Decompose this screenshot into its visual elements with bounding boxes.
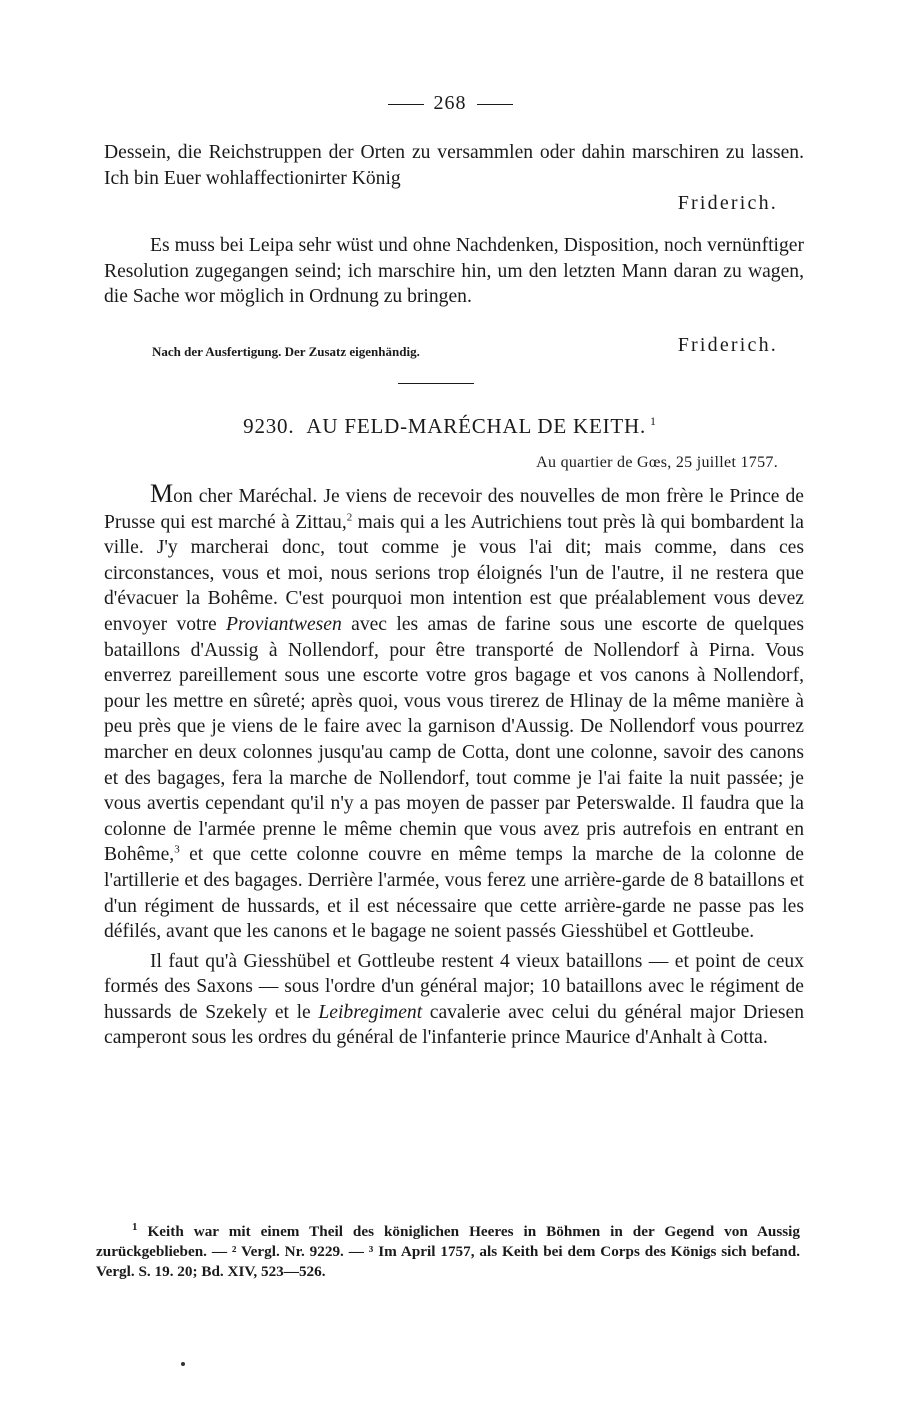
page-number-dash-left (388, 104, 424, 105)
drop-initial: M (150, 479, 174, 508)
letter1-text: Dessein, die Reichstruppen der Orten zu versammlen oder dahin marschiren zu lassen. Ich bin Euer wohlaffectionirter König (104, 142, 804, 189)
page-number-text: 268 (433, 92, 467, 114)
footnote-ref-3: 3 (174, 843, 180, 856)
p1-text-c: avec les amas de farine sous une escorte de quelques bataillons d'Aussig à Nollendorf, pour être transporté de Nollendorf à Pirna. Vous enverrez pareillement sous une escorte votre gros bagage et vos canons à Nollendorf, pour les mettre en sûreté; après quoi, vous vous tirerez de Hlinay de la même manière à peu près que je viens de le faire avec la garnison d'Aussig. De Nollendorf vous pourrez marcher en deux colonnes jusqu'au camp de Cotta, dont une colonne, savoir des canons et des bagages, fera la marche de Nollendorf, tout comme je l'ai faite la nuit passée; je vous avertis cependant qu'il n'y a pas moyen de passer par Peterswalde. Il faudra que la colonne de l'armée prenne le même chemin que vous avez pris autrefois en entrant en Bohême, (104, 613, 804, 866)
footnote-ref-2: 2 (346, 511, 353, 524)
footnotes (96, 1222, 800, 1282)
letter-heading (0, 414, 900, 439)
footnote-body: Keith war mit einem Theil des königlichen Heeres in Böhmen in der Gegend von Aussig zurückgeblieben. — ² Vergl. Nr. 9229. — ³ Im April 1757, als Keith bei dem Corps des Königs sich befand. Vergl. S. 19. 20; Bd. XIV, 523—526. (96, 1223, 800, 1280)
footnote-text (96, 1222, 800, 1282)
p2-text-b: cavalerie avec celui du général major Driesen camperont sous les ordres du général de l'infanterie prince Maurice d'Anhalt à Cotta. (104, 1001, 804, 1049)
postscript-text: Es muss bei Leipa sehr wüst und ohne Nachdenken, Disposition, noch vernünftiger Resolution zugegangen seind; ich marschire hin, um den letzten Mann daran zu wagen, die Sache wor möglich in Ordnung zu bringen. (104, 235, 804, 308)
dateline: Au quartier de Gœs, 25 juillet 1757. (536, 454, 778, 471)
letter1-signature: Friderich. (677, 192, 778, 214)
p2-text-a: Il faut qu'à Giesshübel et Gottleube restent 4 vieux bataillons — et point de ceux formés des Saxons — sous l'ordre d'un général major; 10 bataillons avec le régiment de hussards de Szekely et le (104, 950, 804, 1023)
italic-leibregiment: Leibregiment (318, 1001, 423, 1023)
p1-text-d: et que cette colonne couvre en même temps la marche de la colonne de l'artillerie et des bagages. Derrière l'armée, vous ferez une arrière-garde de 8 bataillons et d'un régiment de hussards, et il est nécessaire que cette arrière-garde ne passe pas les défilés, avant que les canons et le bagage ne soient passés Giesshübel et Gottleube. (104, 844, 804, 943)
section-divider (398, 383, 474, 384)
letter1-body (104, 140, 804, 191)
print-speck (181, 1362, 185, 1366)
postscript-signature: Friderich. (677, 334, 778, 356)
letter-title: AU FELD-MARÉCHAL DE KEITH. (306, 414, 647, 438)
p1-text-b: mais qui a les Autrichiens tout près là qui bombardent la ville. J'y marcherai donc, tout comme je vous l'ai dit; mais comme, dans ces circonstances, vous et moi, nous serions trop éloignés l'un de l'autre, il ne restera que d'évacuer la Bohême. C'est pourquoi mon intention est que préalablement vous devez envoyer votre (104, 511, 804, 635)
letter-number: 9230. (243, 414, 295, 438)
postscript-body (104, 233, 804, 310)
letter2-paragraph-1 (104, 481, 804, 945)
p1-text-a: on cher Maréchal. Je viens de recevoir des nouvelles de mon frère le Prince de Prusse qui est marché à Zittau, (104, 486, 804, 533)
footnote-marker-1: 1 (132, 1220, 138, 1233)
page-number-dash-right (477, 104, 513, 105)
letter2-body (104, 481, 804, 1051)
heading-footnote-ref: 1 (650, 414, 657, 428)
letter2-paragraph-2 (104, 949, 804, 1051)
page-number (0, 92, 900, 115)
italic-proviantwesen: Proviantwesen (226, 613, 342, 635)
source-note: Nach der Ausfertigung. Der Zusatz eigenhändig. (152, 344, 420, 359)
